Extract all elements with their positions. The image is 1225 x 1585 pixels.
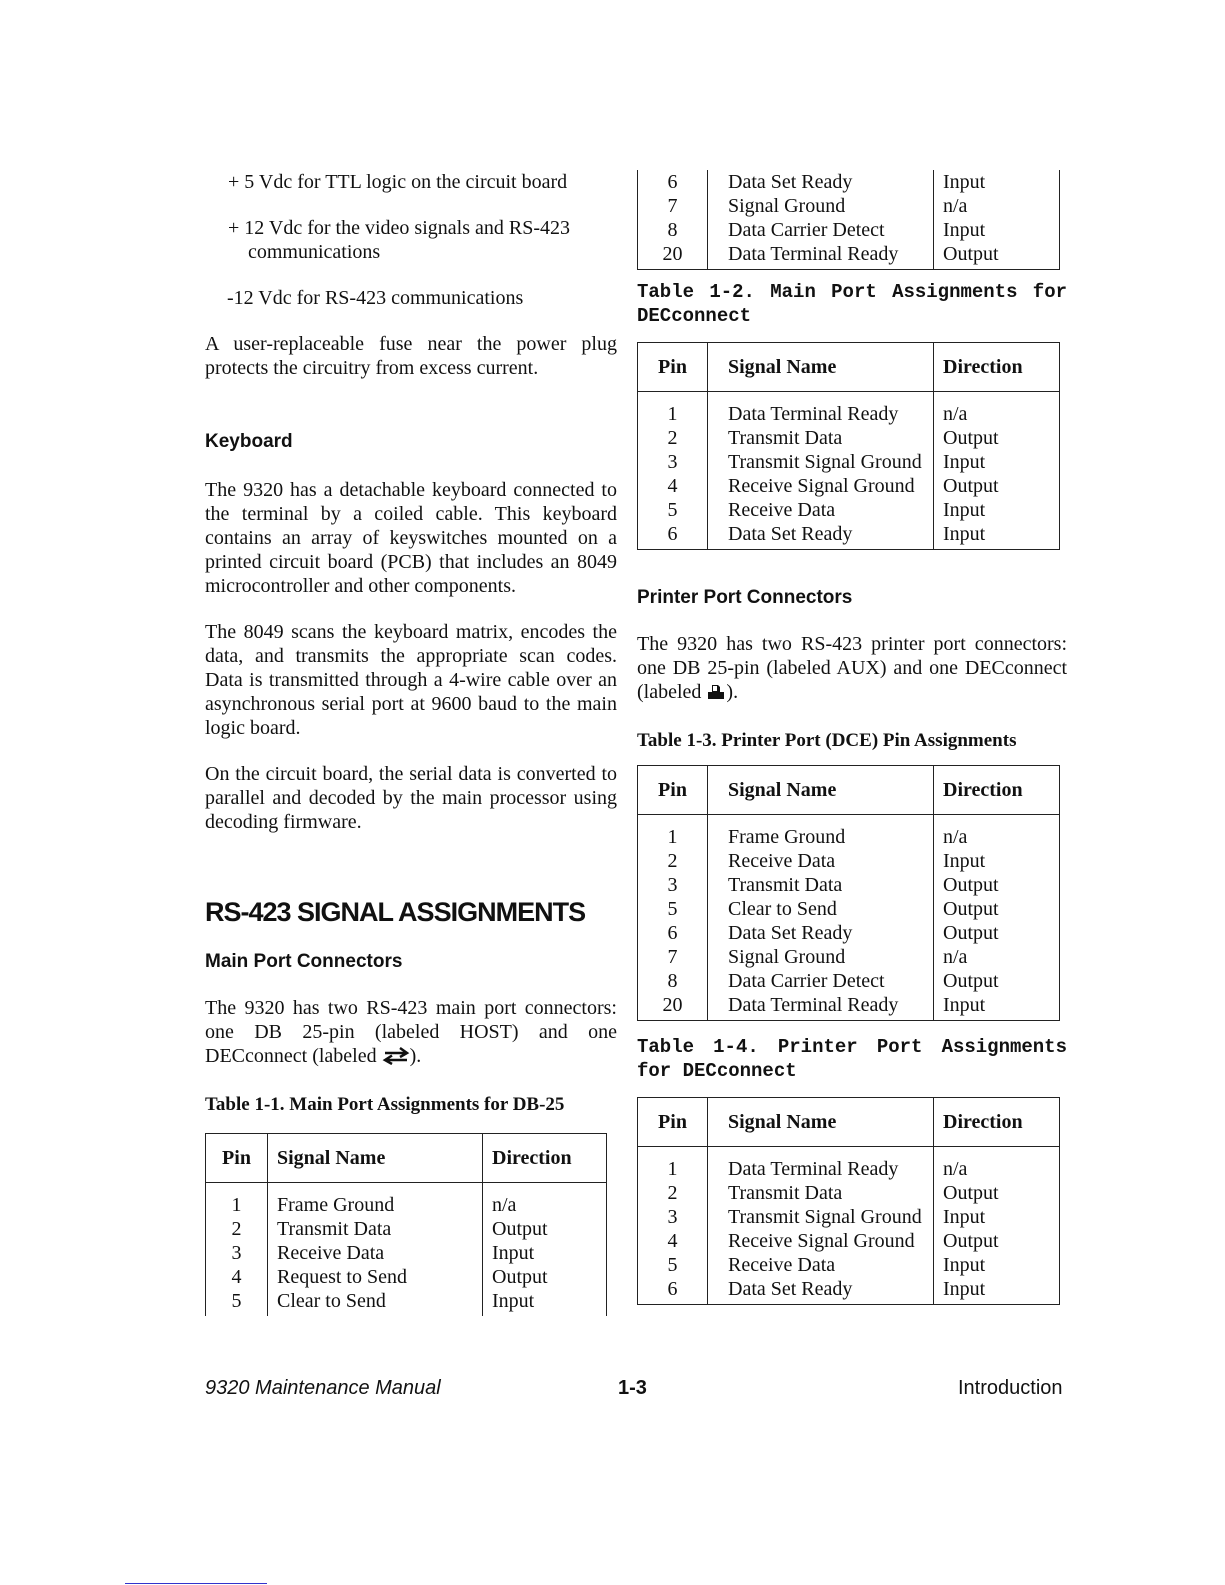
main-port-paragraph [205,996,617,1071]
table-row [638,1229,1060,1253]
table-row [638,1181,1060,1205]
table-row [638,1147,1060,1182]
pin-cell: 5 [638,897,708,921]
right-column [637,170,1067,1305]
table1-continued [637,170,1060,270]
keyboard-heading: Keyboard [205,431,293,452]
keyboard-paragraph-1: The 9320 has a detachable keyboard connected to the terminal by a coiled cable. This keyboard contains an array of keyswitches mounted on a printed circuit board (PCB) that includes an 8049 microcontroller and other components. [205,479,617,597]
table-row [638,474,1060,498]
table-row [638,170,1060,194]
table-row [206,1241,607,1265]
pin-cell: 7 [638,194,708,218]
signal-name-cell: Data Set Ready [708,1277,934,1305]
printer-port-text-end: ). [726,681,739,703]
printer-port-heading: Printer Port Connectors [637,587,853,608]
footer-manual-title: 9320 Maintenance Manual [205,1377,441,1399]
direction-cell: Output [943,970,999,992]
pin-cell: 4 [206,1265,268,1289]
direction-cell: Output [943,1230,999,1252]
direction-header: Direction [483,1134,607,1183]
signal-header: Signal Name [708,1098,934,1147]
signal-name-cell: Data Set Ready [708,170,934,194]
signal-name-cell: Receive Signal Ground [708,474,934,498]
pin-cell: 6 [638,1277,708,1305]
signal-name-cell: Data Terminal Ready [708,242,934,270]
signal-name-cell: Receive Data [708,498,934,522]
bullet-12v: + 12 Vdc for the video signals and RS-423 communications [228,217,570,263]
table-row [638,1253,1060,1277]
table3-caption: Table 1-3. Printer Port (DCE) Pin Assignments [637,730,1017,751]
pin-cell: 6 [638,170,708,194]
direction-header: Direction [934,1098,1060,1147]
pin-cell: 1 [638,815,708,850]
pin-cell: 2 [638,849,708,873]
direction-cell: Input [492,1290,535,1312]
table-row [638,392,1060,427]
pin-cell: 1 [638,392,708,427]
signal-name-cell: Frame Ground [708,815,934,850]
pin-cell: 3 [638,450,708,474]
direction-cell: Input [943,994,986,1016]
table-row [206,1289,607,1316]
pin-cell: 2 [638,1181,708,1205]
table-row [638,849,1060,873]
signal-name-cell: Transmit Data [708,1181,934,1205]
direction-cell: n/a [943,946,968,968]
main-port-heading: Main Port Connectors [205,951,403,972]
direction-cell: Output [943,475,999,497]
signal-name-cell: Signal Ground [708,194,934,218]
pin-cell: 7 [638,945,708,969]
main-port-text-end: ). [409,1045,422,1067]
keyboard-paragraph-2: The 8049 scans the keyboard matrix, encodes the data, and transmits the appropriate scan codes. Data is transmitted through a 4-wire cable over an asynchronous serial port at 9600 baud to the main logic board. [205,621,617,739]
table2 [637,342,1060,550]
table-row [638,1205,1060,1229]
signal-name-cell: Data Set Ready [708,522,934,550]
signal-name-cell: Transmit Data [708,873,934,897]
table-row [638,1277,1060,1305]
direction-cell: Output [943,243,999,265]
direction-cell: Input [943,523,986,545]
pin-cell: 8 [638,969,708,993]
signal-name-cell: Receive Data [708,849,934,873]
pin-cell: 1 [206,1183,268,1218]
pin-cell: 3 [638,1205,708,1229]
table-row [206,1217,607,1241]
signal-name-cell: Data Carrier Detect [708,218,934,242]
printer-port-paragraph [637,632,1067,707]
signal-header: Signal Name [708,343,934,392]
table-row [638,450,1060,474]
direction-cell: Input [943,499,986,521]
printer-icon [706,683,726,707]
table4-caption: Table 1-4. Printer Port Assignments for DECconnect [637,1036,1067,1082]
pin-cell: 6 [638,522,708,550]
pin-header: Pin [638,766,708,815]
direction-cell: Input [943,219,986,241]
direction-cell: n/a [943,403,968,425]
signal-name-cell: Data Terminal Ready [708,993,934,1021]
left-column [205,170,617,1316]
table-header-row [638,1098,1060,1147]
signal-name-cell: Transmit Signal Ground [708,1205,934,1229]
pin-cell: 5 [206,1289,268,1316]
table-row [638,498,1060,522]
table-row [206,1183,607,1218]
table3 [637,765,1060,1021]
pin-cell: 6 [638,921,708,945]
direction-cell: Input [943,850,986,872]
signal-header: Signal Name [268,1134,483,1183]
keyboard-paragraph-3: On the circuit board, the serial data is converted to parallel and decoded by the main processor using decoding firmware. [205,763,617,833]
table-row [638,218,1060,242]
table-row [638,969,1060,993]
direction-cell: Input [943,451,986,473]
direction-cell: Output [943,898,999,920]
direction-cell: Output [943,922,999,944]
pin-header: Pin [638,343,708,392]
pin-cell: 8 [638,218,708,242]
pin-cell: 5 [638,1253,708,1277]
direction-cell: Input [492,1242,535,1264]
fuse-paragraph: A user-replaceable fuse near the power plug protects the circuitry from excess current. [205,333,617,379]
direction-cell: Output [943,874,999,896]
printer-port-text: The 9320 has two RS-423 printer port connectors: one DB 25-pin (labeled AUX) and one DECconnect (labeled [637,633,1067,703]
bullet-minus12v: -12 Vdc for RS-423 communications [227,287,524,309]
table-row [638,897,1060,921]
signal-name-cell: Transmit Data [708,426,934,450]
pin-cell: 5 [638,498,708,522]
signal-name-cell: Data Terminal Ready [708,1147,934,1182]
direction-cell: n/a [492,1194,517,1216]
pin-header: Pin [638,1098,708,1147]
table-row [638,522,1060,550]
direction-cell: Output [492,1266,548,1288]
signal-name-cell: Request to Send [268,1265,483,1289]
direction-cell: Input [943,1254,986,1276]
signal-name-cell: Receive Data [708,1253,934,1277]
signal-name-cell: Receive Data [268,1241,483,1265]
table-row [206,1265,607,1289]
signal-name-cell: Data Set Ready [708,921,934,945]
direction-cell: Input [943,1206,986,1228]
pin-cell: 4 [638,1229,708,1253]
direction-cell: Output [492,1218,548,1240]
pin-cell: 2 [638,426,708,450]
table1-caption: Table 1-1. Main Port Assignments for DB-25 [205,1094,565,1115]
direction-cell: Input [943,171,986,193]
pin-cell: 3 [206,1241,268,1265]
direction-cell: n/a [943,195,968,217]
signal-name-cell: Clear to Send [708,897,934,921]
table-header-row [638,343,1060,392]
table4 [637,1097,1060,1305]
bidirectional-arrows-icon [382,1047,410,1071]
pin-header: Pin [206,1134,268,1183]
signal-name-cell: Data Carrier Detect [708,969,934,993]
pin-cell: 20 [638,242,708,270]
pin-cell: 2 [206,1217,268,1241]
table-row [638,945,1060,969]
main-port-text: The 9320 has two RS-423 main port connectors: one DB 25-pin (labeled HOST) and one DECconnect (labeled [205,997,617,1067]
section-heading: RS-423 SIGNAL ASSIGNMENTS [205,897,586,927]
bullet-5v: + 5 Vdc for TTL logic on the circuit board [228,171,568,193]
direction-header: Direction [934,766,1060,815]
table-row [638,921,1060,945]
footer-chapter: Introduction [958,1377,1063,1399]
signal-name-cell: Signal Ground [708,945,934,969]
direction-cell: n/a [943,1158,968,1180]
table-header-row [206,1134,607,1183]
pin-cell: 4 [638,474,708,498]
table2-caption: Table 1-2. Main Port Assignments for DECconnect [637,281,1067,327]
signal-header: Signal Name [708,766,934,815]
table-row [638,993,1060,1021]
table-row [638,873,1060,897]
table-row [638,426,1060,450]
table-row [638,242,1060,270]
direction-header: Direction [934,343,1060,392]
pin-cell: 20 [638,993,708,1021]
signal-name-cell: Clear to Send [268,1289,483,1316]
direction-cell: n/a [943,826,968,848]
signal-name-cell: Transmit Signal Ground [708,450,934,474]
signal-name-cell: Transmit Data [268,1217,483,1241]
table-row [638,815,1060,850]
direction-cell: Input [943,1278,986,1300]
pin-cell: 3 [638,873,708,897]
scan-edge-line [125,1583,267,1584]
table-row [638,194,1060,218]
signal-name-cell: Receive Signal Ground [708,1229,934,1253]
table1 [205,1133,607,1316]
direction-cell: Output [943,427,999,449]
footer-page-number: 1-3 [618,1377,647,1399]
signal-name-cell: Data Terminal Ready [708,392,934,427]
direction-cell: Output [943,1182,999,1204]
pin-cell: 1 [638,1147,708,1182]
signal-name-cell: Frame Ground [268,1183,483,1218]
table-header-row [638,766,1060,815]
